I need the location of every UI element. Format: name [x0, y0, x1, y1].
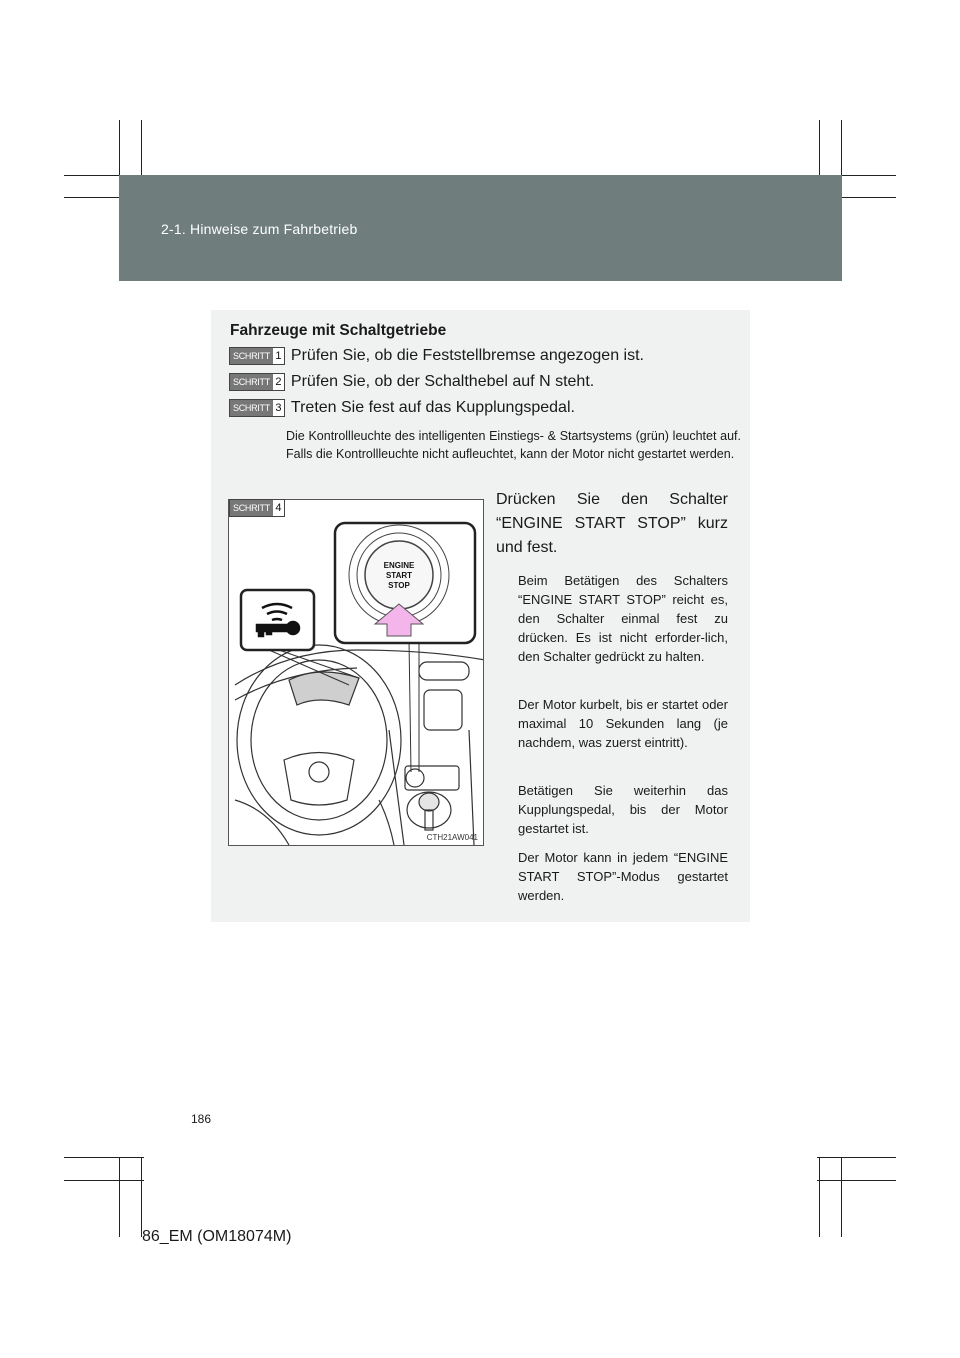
step-2 — [229, 372, 594, 392]
step-badge: SCHRITT 2 — [229, 373, 285, 391]
crop-mark — [817, 1180, 896, 1181]
step-text: Treten Sie fest auf das Kupplungspedal. — [290, 399, 575, 416]
step-1 — [229, 346, 644, 366]
step-badge: SCHRITT 1 — [229, 347, 285, 365]
crop-mark — [817, 1157, 896, 1158]
crop-mark — [819, 1157, 820, 1237]
step-4-badge — [229, 498, 285, 518]
step-4-title: Drücken Sie den Schalter “ENGINE START STOP” kurz und fest. — [496, 491, 728, 556]
page-heading: Fahrzeuge mit Schaltgetriebe — [230, 322, 447, 339]
step-4-paragraph: Der Motor kurbelt, bis er startet oder maximal 10 Sekunden lang (je nachdem, was zuerst eintritt). — [518, 697, 728, 750]
button-line-3: STOP — [388, 581, 410, 590]
step-text: Prüfen Sie, ob der Schalthebel auf N steht. — [290, 373, 595, 390]
dashboard-drawing — [229, 500, 484, 846]
step-4-paragraph: Beim Betätigen des Schalters “ENGINE START STOP” reicht es, den Schalter einmal fest zu drücken. Es ist nicht erforder-lich, den Schalter gedrückt zu halten. — [518, 573, 728, 664]
step-badge: SCHRITT 3 — [229, 399, 285, 417]
button-line-2: START — [385, 571, 413, 580]
dashboard-illustration — [228, 499, 484, 846]
section-title: 2-1. Hinweise zum Fahrbetrieb — [161, 221, 358, 237]
crop-mark — [141, 1157, 142, 1237]
step-4-paragraph: Der Motor kann in jedem “ENGINE START STOP”-Modus gestartet werden. — [518, 850, 728, 903]
section-header — [119, 175, 842, 281]
page-number: 186 — [191, 1112, 212, 1126]
step-badge: SCHRITT 4 — [229, 499, 285, 517]
step-text: Prüfen Sie, ob die Feststellbremse angezogen ist. — [290, 347, 644, 364]
figure-code: CTH21AW041 — [426, 833, 478, 842]
step-4-paragraph: Betätigen Sie weiterhin das Kupplungspedal, bis der Motor gestartet ist. — [518, 783, 728, 836]
button-line-1: ENGINE — [383, 561, 415, 570]
crop-mark — [841, 1157, 842, 1237]
indicator-note: Die Kontrollleuchte des intelligenten Einstiegs- & Startsystems (grün) leuchtet auf. Falls die Kontrollleuchte nicht aufleuchtet, kann der Motor nicht gestartet werden. — [286, 429, 741, 461]
crop-mark — [64, 1157, 144, 1158]
step-3 — [229, 398, 575, 418]
crop-mark — [119, 1157, 120, 1237]
document-code: 86_EM (OM18074M) — [142, 1228, 292, 1245]
crop-mark — [64, 1180, 144, 1181]
